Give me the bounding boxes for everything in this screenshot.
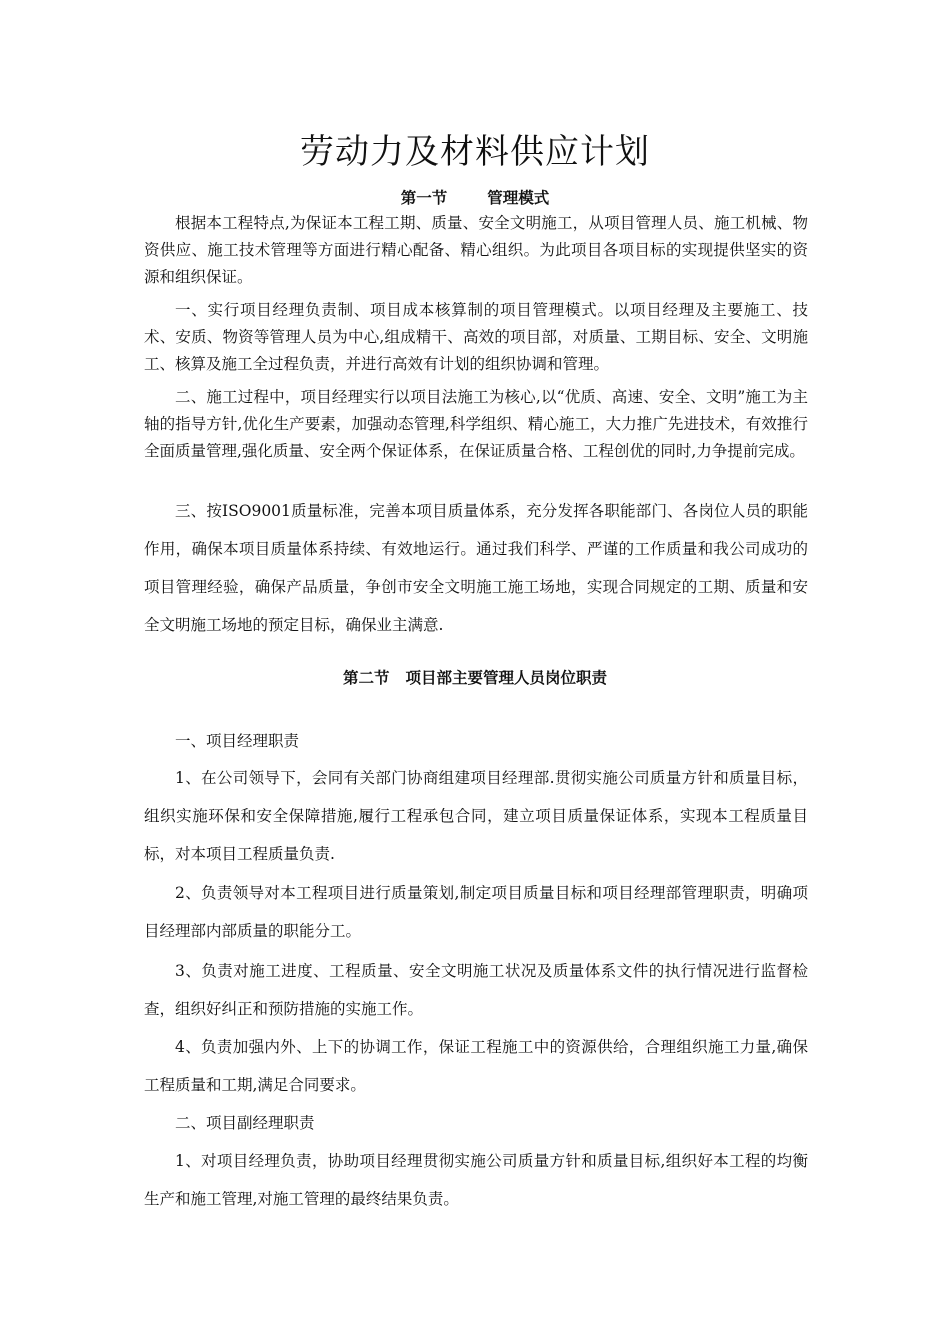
section-1-paragraph: 三、按ISO9001质量标准，完善本项目质量体系，充分发挥各职能部门、各岗位人员的职能作用，确保本项目质量体系持续、有效地运行。通过我们科学、严谨的工作质量和我公司成功的项目管理经验，确保产品质量，争创市安全文明施工施工场地，实现合同规定的工期、质量和安全文明施工场地的预定目标，确保业主满意. [144,502,808,634]
section-2-name: 项目部主要管理人员岗位职责 [405,669,608,687]
duty-item: 4、负责加强内外、上下的协调工作，保证工程施工中的资源供给，合理组织施工力量,确保工程质量和工期,满足合同要求。 [144,1038,808,1094]
document-title: 劳动力及材料供应计划 [300,132,650,172]
section-1-paragraph: 根据本工程特点,为保证本工程工期、质量、安全文明施工，从项目管理人员、施工机械、物资供应、施工技术管理等方面进行精心配备、精心组织。为此项目各项目标的实现提供坚实的资源和组织保证。 [144,214,808,286]
section-1-name: 管理模式 [487,189,550,207]
section-1-paragraph: 一、实行项目经理负责制、项目成本核算制的项目管理模式。以项目经理及主要施工、技术、安质、物资等管理人员为中心,组成精干、高效的项目部，对质量、工期目标、安全、文明施工、核算及施工全过程负责，并进行高效有计划的组织协调和管理。 [144,301,808,373]
subheading: 一、项目经理职责 [175,732,300,750]
subheading: 二、项目副经理职责 [175,1114,315,1132]
section-2-label: 第二节 [342,669,390,687]
duty-item: 1、在公司领导下，会同有关部门协商组建项目经理部.贯彻实施公司质量方针和质量目标，组织实施环保和安全保障措施,履行工程承包合同，建立项目质量保证体系，实现本工程质量目标，对本项目工程质量负责. [144,769,808,863]
section-2-heading [0,666,950,688]
section-1-heading [0,186,950,208]
section-1-label: 第一节 [400,189,448,207]
duty-item: 3、负责对施工进度、工程质量、安全文明施工状况及质量体系文件的执行情况进行监督检查，组织好纠正和预防措施的实施工作。 [144,962,808,1018]
duty-item: 2、负责领导对本工程项目进行质量策划,制定项目质量目标和项目经理部管理职责，明确项目经理部内部质量的职能分工。 [144,884,808,940]
duty-item: 1、对项目经理负责，协助项目经理贯彻实施公司质量方针和质量目标,组织好本工程的均衡生产和施工管理,对施工管理的最终结果负责。 [144,1152,808,1208]
section-1-paragraph: 二、施工过程中，项目经理实行以项目法施工为核心,以“优质、高速、安全、文明”施工为主轴的指导方针,优化生产要素，加强动态管理,科学组织、精心施工，大力推广先进技术，有效推行全面质量管理,强化质量、安全两个保证体系，在保证质量合格、工程创优的同时,力争提前完成。 [144,388,808,460]
